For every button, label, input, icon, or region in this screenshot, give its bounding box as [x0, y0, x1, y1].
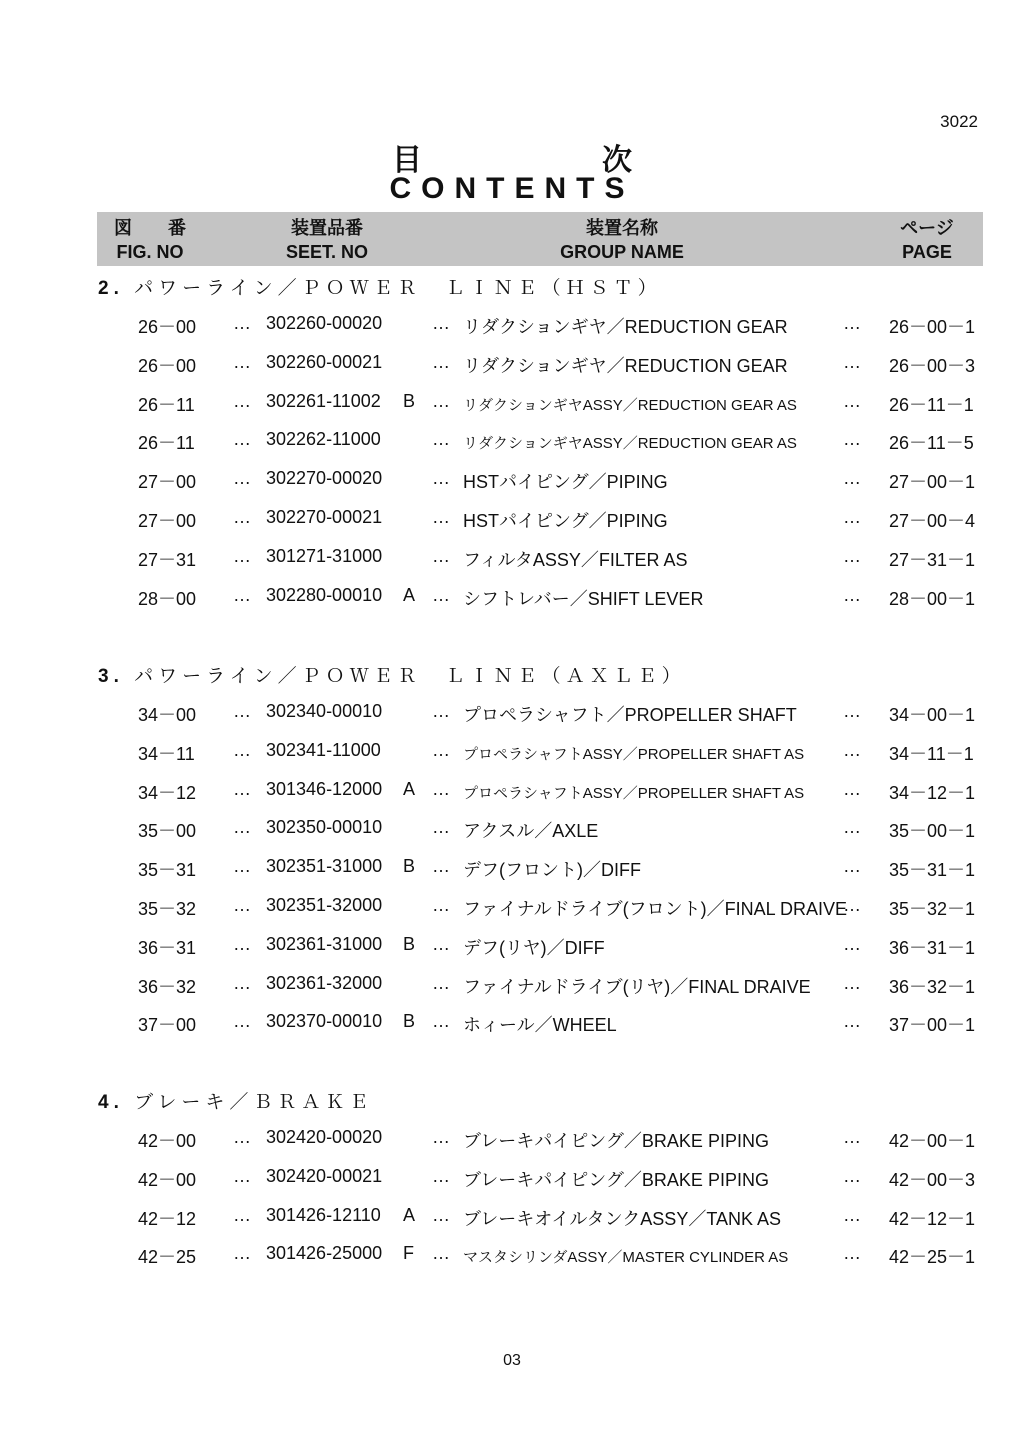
leader-dots: …: [233, 739, 251, 760]
contents-row[interactable]: [0, 973, 1024, 1003]
leader-dots: …: [233, 429, 251, 450]
page-reference[interactable]: 27－00－4: [889, 511, 976, 531]
sheet-number: 302261-11002: [266, 390, 381, 411]
page-reference[interactable]: 42－00－1: [889, 1131, 976, 1151]
revision-letter: B: [403, 933, 416, 954]
group-name: シフトレバー／SHIFT LEVER: [463, 588, 704, 609]
header-page-jp: ページ: [900, 218, 954, 238]
leader-dots: …: [233, 895, 251, 915]
group-name: リダクションギヤ／REDUCTION GEAR: [463, 355, 788, 376]
header-sheet-jp: 装置品番: [291, 218, 363, 238]
contents-row[interactable]: [0, 1011, 1024, 1041]
leader-dots: …: [432, 1011, 450, 1032]
leader-dots: …: [843, 468, 861, 489]
fig-number: 34－11: [138, 743, 195, 764]
fig-number: 26－11: [138, 433, 195, 454]
leader-dots: …: [233, 817, 251, 838]
header-group-name: [527, 216, 717, 264]
contents-row[interactable]: [0, 740, 1024, 770]
contents-row[interactable]: [0, 391, 1024, 421]
leader-dots: …: [843, 351, 861, 372]
page-reference[interactable]: 26－00－3: [889, 355, 976, 376]
leader-dots: …: [843, 778, 861, 799]
leader-dots: …: [843, 1243, 861, 1264]
header-fig-jp: 図 番: [114, 218, 186, 238]
page-reference[interactable]: 42－00－3: [889, 1169, 976, 1190]
contents-row[interactable]: [0, 546, 1024, 576]
leader-dots: …: [432, 739, 450, 760]
page-reference[interactable]: 35－00－1: [889, 821, 976, 842]
fig-number: 28－00: [138, 588, 197, 609]
leader-dots: …: [233, 1011, 251, 1032]
leader-dots: …: [432, 429, 450, 450]
section-title: パワーライン／ＰＯＷＥＲ ＬＩＮＥ（ＨＳＴ）: [134, 278, 662, 299]
fig-number: 42－25: [138, 1247, 197, 1268]
fig-number: 34－00: [138, 705, 197, 725]
leader-dots: …: [843, 817, 861, 838]
fig-number: 27－00: [138, 511, 197, 531]
header-group-en: GROUP NAME: [560, 242, 684, 262]
group-name: デフ(リヤ)／DIFF: [463, 937, 605, 958]
fig-number: 34－12: [138, 782, 197, 803]
group-name: ファイナルドライブ(リヤ)／FINAL DRAIVE: [463, 976, 811, 997]
leader-dots: …: [843, 584, 861, 605]
fig-number: 42－00: [138, 1169, 197, 1190]
leader-dots: …: [843, 972, 861, 993]
contents-row[interactable]: [0, 507, 1024, 537]
revision-letter: A: [403, 778, 416, 799]
revision-letter: F: [403, 1243, 414, 1264]
page-reference[interactable]: 34－11－1: [889, 743, 974, 764]
fig-number: 26－11: [138, 394, 195, 415]
revision-letter: B: [403, 856, 416, 877]
sheet-number: 301271-31000: [266, 545, 383, 566]
leader-dots: …: [843, 390, 861, 411]
contents-row[interactable]: [0, 585, 1024, 615]
leader-dots: …: [233, 584, 251, 605]
section-title: ブレーキ／ＢＲＡＫＥ: [134, 1092, 374, 1113]
leader-dots: …: [432, 507, 450, 527]
contents-row[interactable]: [0, 468, 1024, 498]
footer-page-number: 03: [503, 1352, 521, 1369]
sheet-number: 302350-00010: [266, 817, 383, 838]
contents-row[interactable]: [0, 1243, 1024, 1273]
leader-dots: …: [233, 545, 251, 566]
leader-dots: …: [843, 739, 861, 760]
section-number: 2.: [98, 278, 124, 299]
leader-dots: …: [843, 1011, 861, 1032]
sheet-number: 301426-25000: [266, 1243, 383, 1264]
page-reference[interactable]: 27－00－1: [889, 472, 976, 493]
group-name: ブレーキオイルタンクASSY／TANK AS: [463, 1208, 782, 1229]
leader-dots: …: [432, 584, 450, 605]
title-jp-left: 目: [392, 144, 422, 177]
leader-dots: …: [233, 1204, 251, 1225]
sheet-number: 301346-12000: [266, 778, 383, 799]
leader-dots: …: [843, 429, 861, 450]
leader-dots: …: [233, 468, 251, 489]
contents-row[interactable]: [0, 934, 1024, 964]
group-name: ブレーキパイピング／BRAKE PIPING: [463, 1131, 769, 1151]
leader-dots: …: [432, 390, 450, 411]
leader-dots: …: [432, 1204, 450, 1225]
title-jp-right: 次: [602, 144, 632, 177]
page-reference[interactable]: 42－25－1: [889, 1247, 976, 1268]
fig-number: 36－32: [138, 976, 197, 997]
leader-dots: …: [233, 933, 251, 954]
contents-row[interactable]: [0, 1205, 1024, 1235]
fig-number: 26－00: [138, 317, 197, 337]
group-name: リダクションギヤASSY／REDUCTION GEAR AS: [463, 396, 797, 414]
page-reference[interactable]: 36－31－1: [889, 937, 976, 958]
leader-dots: …: [233, 1127, 251, 1147]
sheet-number: 302260-00021: [266, 351, 383, 372]
header-fig-no: [105, 216, 195, 264]
sheet-number: 301426-12110: [266, 1204, 381, 1225]
fig-number: 36－31: [138, 937, 197, 958]
group-name: ホィール／WHEEL: [463, 1015, 617, 1036]
page-reference[interactable]: 26－11－5: [889, 433, 974, 454]
leader-dots: …: [432, 933, 450, 954]
leader-dots: …: [233, 778, 251, 799]
group-name: アクスル／AXLE: [463, 821, 599, 842]
sheet-number: 302351-31000: [266, 856, 383, 877]
header-fig-en: FIG. NO: [116, 242, 184, 262]
group-name: プロペラシャフトASSY／PROPELLER SHAFT AS: [463, 784, 805, 802]
fig-number: 35－00: [138, 821, 197, 842]
leader-dots: …: [432, 1127, 450, 1147]
leader-dots: …: [432, 468, 450, 489]
sheet-number: 302340-00010: [266, 701, 383, 721]
leader-dots: …: [233, 701, 251, 721]
fig-number: 42－12: [138, 1208, 197, 1229]
group-name: HSTパイピング／PIPING: [463, 511, 668, 531]
leader-dots: …: [432, 778, 450, 799]
sheet-number: 302341-11000: [266, 739, 381, 760]
leader-dots: …: [233, 390, 251, 411]
leader-dots: …: [843, 856, 861, 877]
sheet-number: 302370-00010: [266, 1011, 383, 1032]
leader-dots: …: [843, 701, 861, 721]
revision-letter: B: [403, 1011, 416, 1032]
leader-dots: …: [432, 895, 450, 915]
leader-dots: …: [843, 1165, 861, 1186]
page-reference[interactable]: 26－00－1: [889, 317, 976, 337]
contents-row[interactable]: [0, 352, 1024, 382]
fig-number: 35－31: [138, 860, 197, 881]
revision-letter: A: [403, 584, 416, 605]
group-name: リダクションギヤASSY／REDUCTION GEAR AS: [463, 435, 797, 453]
contents-row[interactable]: [0, 429, 1024, 459]
fig-number: 26－00: [138, 355, 197, 376]
header-group-jp: 装置名称: [586, 218, 658, 238]
leader-dots: …: [432, 545, 450, 566]
leader-dots: …: [432, 817, 450, 838]
sheet-number: 302361-32000: [266, 972, 383, 993]
leader-dots: …: [432, 351, 450, 372]
contents-row[interactable]: [0, 1127, 1024, 1157]
sheet-number: 302270-00020: [266, 468, 383, 489]
group-name: リダクションギヤ／REDUCTION GEAR: [463, 317, 788, 337]
fig-number: 35－32: [138, 899, 197, 919]
table-header: [97, 212, 983, 266]
leader-dots: …: [843, 313, 861, 333]
contents-row[interactable]: [0, 895, 1024, 925]
leader-dots: …: [843, 933, 861, 954]
sheet-number: 302262-11000: [266, 429, 381, 450]
group-name: フィルタASSY／FILTER AS: [463, 549, 688, 570]
leader-dots: …: [233, 507, 251, 527]
section-heading: [98, 273, 662, 300]
contents-row[interactable]: [0, 856, 1024, 886]
sheet-number: 302420-00020: [266, 1127, 383, 1147]
leader-dots: …: [432, 856, 450, 877]
sheet-number: 302280-00010: [266, 584, 383, 605]
page-reference[interactable]: 36－32－1: [889, 976, 976, 997]
leader-dots: …: [843, 545, 861, 566]
leader-dots: …: [432, 972, 450, 993]
page-reference[interactable]: 37－00－1: [889, 1015, 976, 1036]
contents-row[interactable]: [0, 701, 1024, 731]
section-number: 4.: [98, 1092, 124, 1113]
header-sheet-en: SEET. NO: [285, 242, 369, 262]
fig-number: 27－31: [138, 549, 197, 570]
sheet-number: 302361-31000: [266, 933, 383, 954]
group-name: ブレーキパイピング／BRAKE PIPING: [463, 1169, 769, 1190]
contents-row[interactable]: [0, 313, 1024, 343]
leader-dots: …: [233, 1165, 251, 1186]
section-number: 3.: [98, 666, 124, 687]
fig-number: 27－00: [138, 472, 197, 493]
group-name: プロペラシャフトASSY／PROPELLER SHAFT AS: [463, 745, 805, 763]
sheet-number: 302420-00021: [266, 1165, 383, 1186]
page-reference[interactable]: 28－00－1: [889, 588, 976, 609]
contents-row[interactable]: [0, 779, 1024, 809]
page-reference[interactable]: 34－12－1: [889, 782, 976, 803]
leader-dots: …: [233, 351, 251, 372]
leader-dots: …: [233, 856, 251, 877]
leader-dots: …: [843, 1127, 861, 1147]
leader-dots: …: [432, 313, 450, 333]
group-name: デフ(フロント)／DIFF: [463, 860, 641, 881]
leader-dots: …: [843, 895, 861, 915]
page-reference[interactable]: 42－12－1: [889, 1208, 976, 1229]
section-heading: [98, 1087, 373, 1114]
header-page: [887, 216, 967, 264]
page-reference[interactable]: 35－32－1: [889, 899, 976, 919]
revision-letter: A: [403, 1204, 416, 1225]
leader-dots: …: [843, 1204, 861, 1225]
leader-dots: …: [432, 1165, 450, 1186]
leader-dots: …: [233, 972, 251, 993]
sheet-number: 302270-00021: [266, 507, 383, 527]
page-reference[interactable]: 26－11－1: [889, 394, 974, 415]
fig-number: 37－00: [138, 1015, 197, 1036]
document-number: 3022: [940, 112, 978, 131]
section-title: パワーライン／ＰＯＷＥＲ ＬＩＮＥ（ＡＸＬＥ）: [134, 666, 686, 687]
group-name: ファイナルドライブ(フロント)／FINAL DRAIVE: [463, 899, 848, 919]
leader-dots: …: [233, 313, 251, 333]
header-page-en: PAGE: [902, 242, 952, 262]
leader-dots: …: [233, 1243, 251, 1264]
page-reference[interactable]: 27－31－1: [889, 549, 976, 570]
sheet-number: 302260-00020: [266, 313, 383, 333]
leader-dots: …: [843, 507, 861, 527]
page-reference[interactable]: 35－31－1: [889, 860, 976, 881]
title-english: CONTENTS: [389, 172, 635, 205]
leader-dots: …: [432, 1243, 450, 1264]
leader-dots: …: [432, 701, 450, 721]
fig-number: 42－00: [138, 1131, 197, 1151]
header-sheet-no: [267, 216, 387, 264]
group-name: HSTパイピング／PIPING: [463, 472, 668, 493]
page-reference[interactable]: 34－00－1: [889, 705, 976, 725]
section-heading: [98, 661, 686, 688]
contents-row[interactable]: [0, 1166, 1024, 1196]
revision-letter: B: [403, 390, 416, 411]
group-name: プロペラシャフト／PROPELLER SHAFT: [463, 705, 797, 725]
contents-row[interactable]: [0, 817, 1024, 847]
group-name: マスタシリンダASSY／MASTER CYLINDER AS: [463, 1249, 789, 1267]
sheet-number: 302351-32000: [266, 895, 383, 915]
